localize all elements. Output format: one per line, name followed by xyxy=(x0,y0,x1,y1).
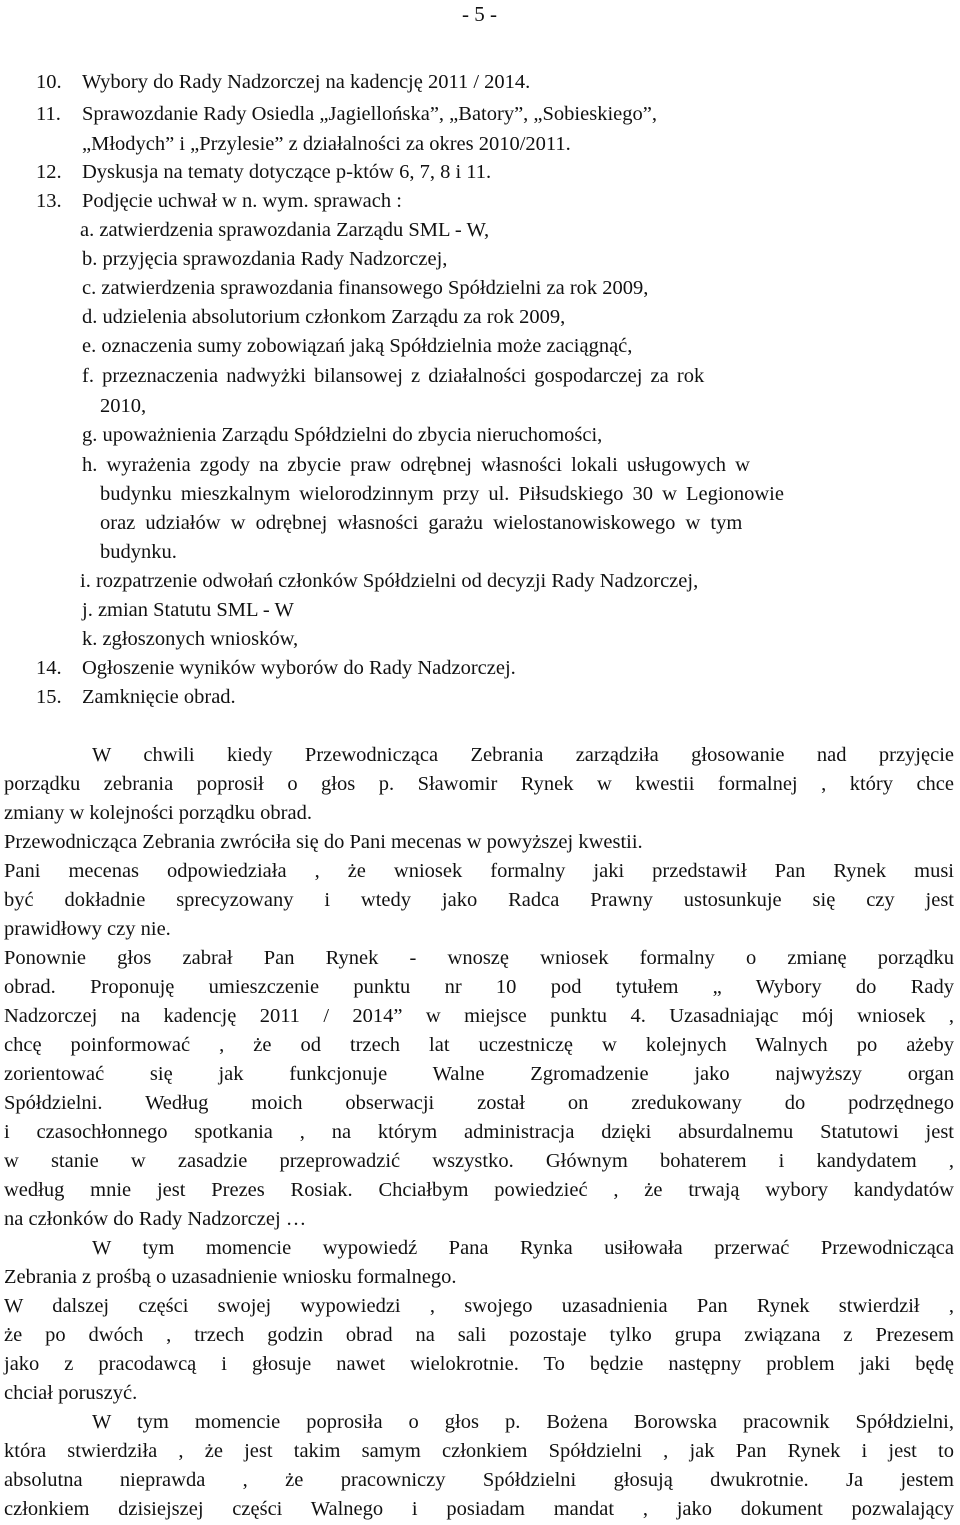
body-line: Ponownie głos zabrał Pan Rynek - wnoszę wniosek formalny o zmianę porządku xyxy=(4,947,954,969)
body-line: członkiem dzisiejszej części Walnego i posiadam mandat , jako dokument pozwalający xyxy=(4,1498,954,1520)
body-line: chciał poruszyć. xyxy=(4,1382,138,1404)
agenda-sub-f-continued: 2010, xyxy=(100,395,147,417)
agenda-sub-f: f. przeznaczenia nadwyżki bilansowej z działalności gospodarczej za rok xyxy=(82,365,705,387)
body-line: Spółdzielni. Według moich obserwacji został on zredukowany do podrzędnego xyxy=(4,1092,954,1114)
agenda-sub-h-line3: oraz udziałów w odrębnej własności garażu wielostanowiskowego w tym xyxy=(100,512,743,534)
item-number: 15. xyxy=(36,686,62,708)
agenda-sub-h-line4: budynku. xyxy=(100,541,177,563)
body-line: Pani mecenas odpowiedziała , że wniosek formalny jaki przedstawił Pan Rynek musi xyxy=(4,860,954,882)
body-line: zmiany w kolejności porządku obrad. xyxy=(4,802,312,824)
body-line: W tym momencie wypowiedź Pana Rynka usiłowała przerwać Przewodnicząca xyxy=(92,1237,954,1259)
body-line: chcę poinformować , że od trzech lat uczestniczę w kolejnych Walnych po ażeby xyxy=(4,1034,954,1056)
body-line: że po dwóch , trzech godzin obrad na sali pozostaje tylko grupa związana z Prezesem xyxy=(4,1324,954,1346)
item-number: 11. xyxy=(36,103,61,125)
agenda-sub-i: i. rozpatrzenie odwołań członków Spółdzielni od decyzji Rady Nadzorczej, xyxy=(80,570,699,592)
body-line: w stanie w zasadzie przeprowadzić wszystko. Głównym bohaterem i kandydatem , xyxy=(4,1150,954,1172)
body-line: absolutna nieprawda , że pracowniczy Spółdzielni głosują dwukrotnie. Ja jestem xyxy=(4,1469,954,1491)
body-line: porządku zebrania poprosił o głos p. Sławomir Rynek w kwestii formalnej , który chce xyxy=(4,773,954,795)
item-text: Zamknięcie obrad. xyxy=(82,686,236,708)
body-line: W tym momencie poprosiła o głos p. Bożena Borowska pracownik Spółdzielni, xyxy=(92,1411,954,1433)
agenda-sub-j: j. zmian Statutu SML - W xyxy=(82,599,294,621)
item-number: 13. xyxy=(36,190,62,212)
agenda-item-14 xyxy=(36,654,516,682)
agenda-item-11 xyxy=(36,100,657,128)
body-line: obrad. Proponuję umieszczenie punktu nr 10 pod tytułem „ Wybory do Rady xyxy=(4,976,954,998)
agenda-sub-d: d. udzielenia absolutorium członkom Zarządu za rok 2009, xyxy=(82,306,566,328)
agenda-sub-g: g. upoważnienia Zarządu Spółdzielni do zbycia nieruchomości, xyxy=(82,424,603,446)
agenda-sub-k: k. zgłoszonych wniosków, xyxy=(82,628,299,650)
agenda-sub-b: b. przyjęcia sprawozdania Rady Nadzorczej, xyxy=(82,248,448,270)
agenda-sub-e: e. oznaczenia sumy zobowiązań jaką Spółdzielnia może zaciągnąć, xyxy=(82,335,633,357)
body-line: W chwili kiedy Przewodnicząca Zebrania zarządziła głosowanie nad przyjęcie xyxy=(92,744,954,766)
item-number: 12. xyxy=(36,161,62,183)
body-line: jako z pracodawcą i głosuje nawet wielokrotnie. To będzie następny problem jaki będę xyxy=(4,1353,954,1375)
body-line: prawidłowy czy nie. xyxy=(4,918,171,940)
agenda-item-15 xyxy=(36,683,236,711)
body-line: W dalszej części swojej wypowiedzi , swojego uzasadnienia Pan Rynek stwierdził , xyxy=(4,1295,954,1317)
agenda-item-12 xyxy=(36,158,491,186)
body-line: zorientować się jak funkcjonuje Walne Zgromadzenie jako najwyższy organ xyxy=(4,1063,954,1085)
item-text: Wybory do Rady Nadzorczej na kadencję 2011 / 2014. xyxy=(82,71,531,93)
agenda-sub-c: c. zatwierdzenia sprawozdania finansowego Spółdzielni za rok 2009, xyxy=(82,277,649,299)
agenda-sub-h-line2: budynku mieszkalnym wielorodzinnym przy ul. Piłsudskiego 30 w Legionowie xyxy=(100,483,784,505)
body-line: Zebrania z prośbą o uzasadnienie wniosku formalnego. xyxy=(4,1266,457,1288)
agenda-sub-a: a. zatwierdzenia sprawozdania Zarządu SML - W, xyxy=(80,219,490,241)
page-number: - 5 - xyxy=(462,2,497,26)
agenda-item-13 xyxy=(36,187,402,215)
item-text: Podjęcie uchwał w n. wym. sprawach : xyxy=(82,190,402,212)
agenda-sub-h: h. wyrażenia zgody na zbycie praw odrębnej własności lokali usługowych w xyxy=(82,454,750,476)
item-text: Sprawozdanie Rady Osiedla „Jagiellońska”, „Batory”, „Sobieskiego”, xyxy=(82,103,657,125)
item-number: 10. xyxy=(36,71,62,93)
item-number: 14. xyxy=(36,657,62,679)
item-text: Dyskusja na tematy dotyczące p-któw 6, 7, 8 i 11. xyxy=(82,161,492,183)
body-line: według mnie jest Prezes Rosiak. Chciałbym powiedzieć , że trwają wybory kandydatów xyxy=(4,1179,954,1201)
item-text: Ogłoszenie wyników wyborów do Rady Nadzorczej. xyxy=(82,657,516,679)
agenda-item-11-continued: „Młodych” i „Przylesie” z działalności za okres 2010/2011. xyxy=(82,133,571,155)
body-line: która stwierdziła , że jest takim samym członkiem Spółdzielni , jak Pan Rynek i jest to xyxy=(4,1440,954,1462)
body-line: Przewodnicząca Zebrania zwróciła się do Pani mecenas w powyższej kwestii. xyxy=(4,831,643,853)
agenda-item-10 xyxy=(36,68,530,96)
body-line: na członków do Rady Nadzorczej … xyxy=(4,1208,307,1230)
body-line: Nadzorczej na kadencję 2011 / 2014” w miejsce punktu 4. Uzasadniając mój wniosek , xyxy=(4,1005,954,1027)
body-line: i czasochłonnego spotkania , na którym administracja dzięki absurdalnemu Statutowi jest xyxy=(4,1121,954,1143)
body-line: być dokładnie sprecyzowany i wtedy jako Radca Prawny ustosunkuje się czy jest xyxy=(4,889,954,911)
